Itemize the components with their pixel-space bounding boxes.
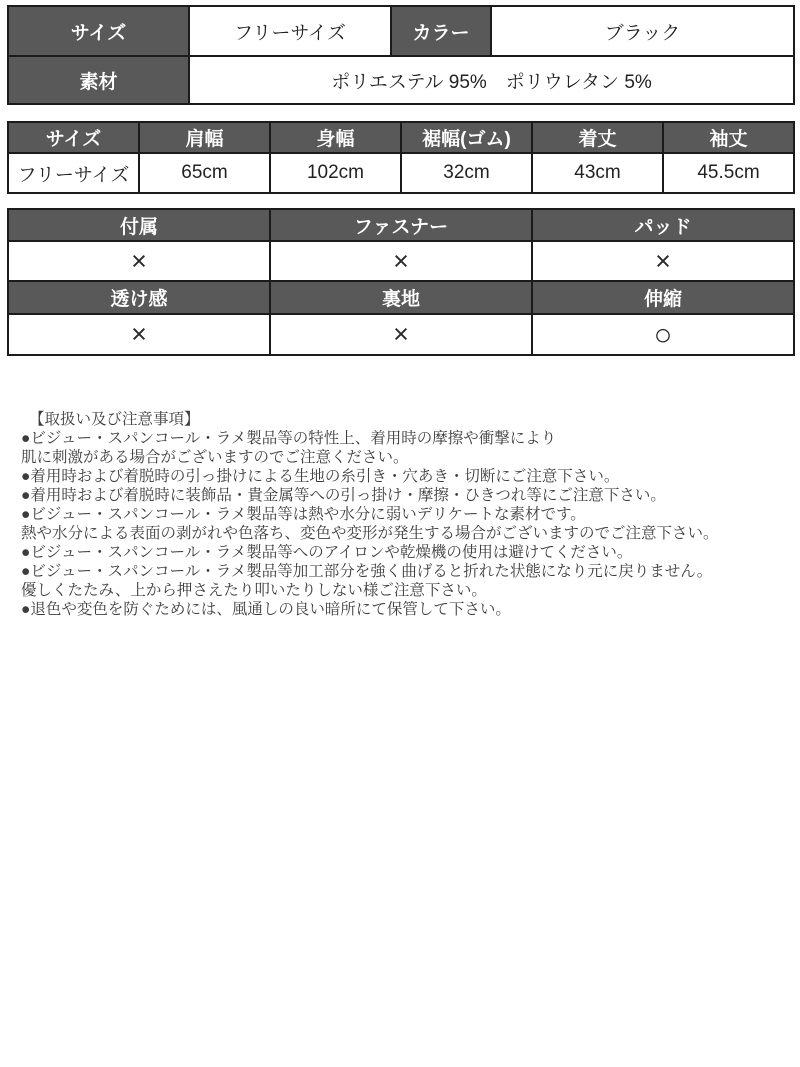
table-row bbox=[8, 153, 794, 193]
care-note-line: 熱や水分による表面の剥がれや色落ち、変色や変形が発生する場合がございますのでご注意下さい。 bbox=[21, 525, 719, 542]
care-note-line: ●ビジュー・スパンコール・ラメ製品等へのアイロンや乾燥機の使用は避けてください。 bbox=[21, 544, 633, 561]
measure-header-sleeve: 袖丈 bbox=[663, 122, 794, 153]
cross-mark: × bbox=[270, 241, 532, 281]
size-label-cell: サイズ bbox=[8, 6, 189, 56]
color-value-cell: ブラック bbox=[491, 6, 794, 56]
care-note-line: 優しくたたみ、上から押さえたり叩いたりしない様ご注意下さい。 bbox=[21, 582, 487, 599]
cross-mark: × bbox=[532, 241, 794, 281]
measure-header-shoulder: 肩幅 bbox=[139, 122, 270, 153]
table-row bbox=[8, 6, 794, 56]
care-note-line: ●ビジュー・スパンコール・ラメ製品等は熱や水分に弱いデリケートな素材です。 bbox=[21, 506, 586, 523]
measure-body-width-value: 102cm bbox=[270, 153, 401, 193]
feature-header-accessories: 付属 bbox=[8, 209, 270, 241]
care-note-line: ●着用時および着脱時に装飾品・貴金属等への引っ掛け・摩擦・ひきつれ等にご注意下さい。 bbox=[21, 487, 666, 504]
material-label-cell: 素材 bbox=[8, 56, 189, 104]
measure-size-value: フリーサイズ bbox=[8, 153, 139, 193]
material-value-cell: ポリエステル 95% ポリウレタン 5% bbox=[189, 56, 794, 104]
measure-sleeve-value: 45.5cm bbox=[663, 153, 794, 193]
measure-header-length: 着丈 bbox=[532, 122, 663, 153]
size-value-cell: フリーサイズ bbox=[189, 6, 391, 56]
care-notes bbox=[21, 410, 791, 619]
size-color-material-table bbox=[7, 5, 795, 105]
table-header-row bbox=[8, 281, 794, 314]
measure-length-value: 43cm bbox=[532, 153, 663, 193]
feature-header-lining: 裏地 bbox=[270, 281, 532, 314]
cross-mark: × bbox=[270, 314, 532, 355]
table-row bbox=[8, 56, 794, 104]
table-row bbox=[8, 241, 794, 281]
table-header-row bbox=[8, 122, 794, 153]
care-note-line: ●着用時および着脱時の引っ掛けによる生地の糸引き・穴あき・切断にご注意下さい。 bbox=[21, 468, 620, 485]
measure-header-body-width: 身幅 bbox=[270, 122, 401, 153]
feature-header-sheerness: 透け感 bbox=[8, 281, 270, 314]
measure-shoulder-value: 65cm bbox=[139, 153, 270, 193]
cross-mark: × bbox=[8, 314, 270, 355]
features-table bbox=[7, 208, 795, 356]
care-note-line: 肌に刺激がある場合がございますのでご注意ください。 bbox=[21, 449, 409, 466]
feature-header-pad: パッド bbox=[532, 209, 794, 241]
table-header-row bbox=[8, 209, 794, 241]
measure-header-hem: 裾幅(ゴム) bbox=[401, 122, 532, 153]
care-note-line: ●ビジュー・スパンコール・ラメ製品等加工部分を強く曲げると折れた状態になり元に戻りません。 bbox=[21, 563, 713, 580]
care-note-line: ●ビジュー・スパンコール・ラメ製品等の特性上、着用時の摩擦や衝撃により bbox=[21, 430, 557, 447]
measurements-table bbox=[7, 121, 795, 194]
feature-header-fastener: ファスナー bbox=[270, 209, 532, 241]
measure-hem-value: 32cm bbox=[401, 153, 532, 193]
measure-header-size: サイズ bbox=[8, 122, 139, 153]
color-label-cell: カラー bbox=[391, 6, 491, 56]
care-note-line: ●退色や変色を防ぐためには、風通しの良い暗所にて保管して下さい。 bbox=[21, 601, 511, 618]
feature-header-stretch: 伸縮 bbox=[532, 281, 794, 314]
table-row bbox=[8, 314, 794, 355]
care-notes-title: 【取扱い及び注意事項】 bbox=[29, 411, 200, 428]
cross-mark: × bbox=[8, 241, 270, 281]
circle-mark: ○ bbox=[532, 314, 794, 355]
